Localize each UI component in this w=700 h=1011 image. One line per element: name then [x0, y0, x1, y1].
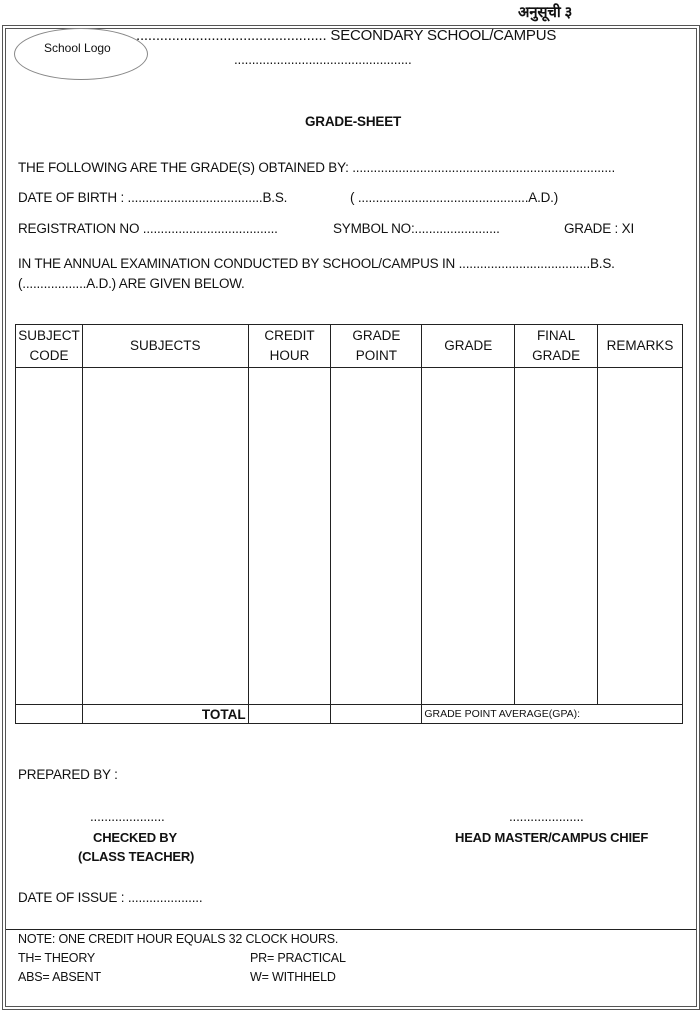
page-title: GRADE-SHEET [305, 114, 402, 129]
absent-note: ABS= ABSENT [18, 970, 101, 984]
notes-divider [6, 929, 696, 930]
total-row [16, 705, 683, 724]
col-grade: GRADE [422, 325, 515, 368]
col-grade-point: GRADE POINT [331, 325, 422, 368]
gpa-label: GRADE POINT AVERAGE(GPA): [422, 705, 683, 724]
exam-line-1: IN THE ANNUAL EXAMINATION CONDUCTED BY SCHOOL/CAMPUS IN .....................................B.S. [18, 256, 615, 271]
logo-text: School Logo [44, 41, 111, 55]
dob-ad-field: ( ................................................A.D.) [350, 190, 559, 205]
checked-by-signature-line: ..................... [90, 809, 165, 824]
practical-note: PR= PRACTICAL [250, 951, 346, 965]
theory-note: TH= THEORY [18, 951, 96, 965]
credit-hour-note: NOTE: ONE CREDIT HOUR EQUALS 32 CLOCK HOURS. [18, 932, 339, 946]
school-name-line: ................................................ SECONDARY SCHOOL/CAMPUS [136, 27, 557, 44]
prepared-by-label: PREPARED BY : [18, 767, 118, 782]
exam-line-2: (..................A.D.) ARE GIVEN BELOW. [18, 276, 245, 291]
address-line: .................................................. [234, 52, 412, 67]
date-of-issue-field: DATE OF ISSUE : ..................... [18, 890, 203, 905]
total-label: TOTAL [82, 705, 248, 724]
table-body-row [16, 368, 683, 705]
col-remarks: REMARKS [598, 325, 683, 368]
registration-field: REGISTRATION NO ...................................... [18, 221, 278, 236]
col-subject-code: SUBJECT CODE [16, 325, 83, 368]
dob-field: DATE OF BIRTH : ......................................B.S. [18, 190, 288, 205]
obtained-by-field: THE FOLLOWING ARE THE GRADE(S) OBTAINED BY: .......................................................................... [18, 160, 616, 175]
withheld-note: W= WITHHELD [250, 970, 336, 984]
class-teacher-label: (CLASS TEACHER) [78, 849, 195, 864]
col-subjects: SUBJECTS [82, 325, 248, 368]
head-master-signature-line: ..................... [509, 809, 584, 824]
symbol-field: SYMBOL NO:........................ [333, 221, 500, 236]
annex-label: अनुसूची ३ [518, 4, 573, 21]
checked-by-label: CHECKED BY [93, 830, 177, 845]
col-final-grade: FINAL GRADE [515, 325, 598, 368]
grades-table [15, 324, 683, 724]
school-logo-placeholder [14, 28, 148, 80]
table-header-row [16, 325, 683, 368]
head-master-label: HEAD MASTER/CAMPUS CHIEF [455, 830, 649, 845]
col-credit-hour: CREDIT HOUR [248, 325, 331, 368]
grade-field: GRADE : XI [564, 221, 635, 236]
